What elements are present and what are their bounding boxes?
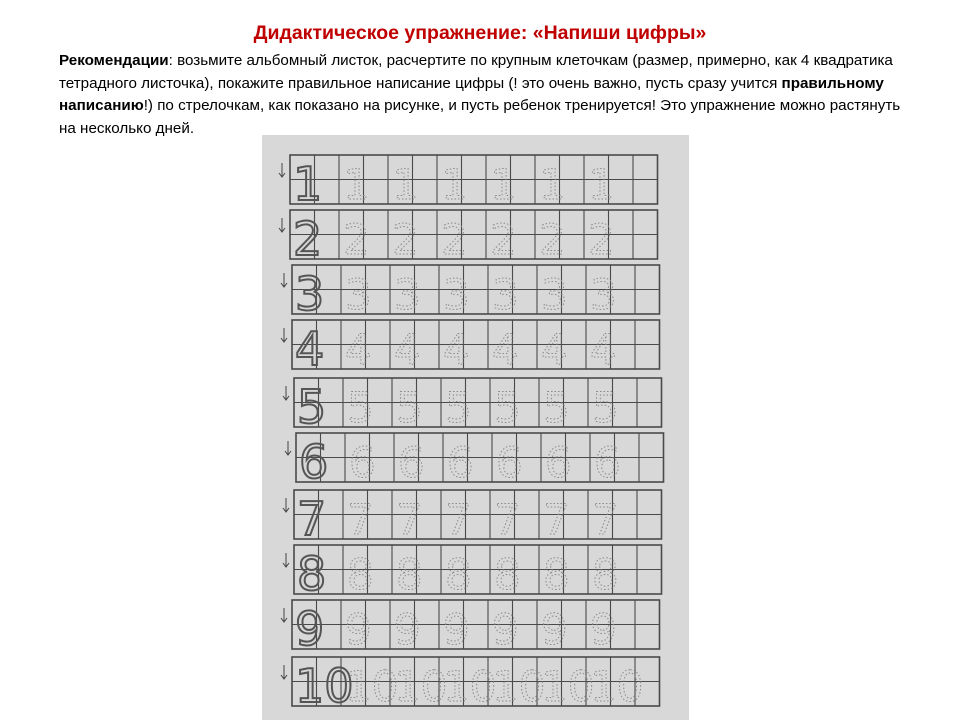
dotted-digit: 2 [343, 215, 370, 264]
sample-digit: 9 [295, 602, 325, 656]
dotted-digit: 6 [496, 438, 523, 487]
dotted-digit: 3 [345, 270, 372, 319]
dotted-digit: 1 [343, 160, 370, 209]
direction-arrow [283, 498, 289, 512]
dotted-digit: 1 [392, 160, 419, 209]
direction-arrow [281, 273, 287, 287]
recommendations-part-2: !) по стрелочкам, как показано на рисунке, и пусть ребенок тренируется! Это упражнение можно растянуть на несколько дней. [59, 97, 901, 137]
dotted-digit: 10 [345, 662, 399, 711]
dotted-digit: 10 [443, 662, 497, 711]
dotted-digit: 4 [443, 325, 470, 374]
recommendations-emphasis: правильному написанию [59, 74, 884, 114]
direction-arrow [281, 665, 287, 679]
dotted-digit: 7 [543, 495, 570, 544]
dotted-digit: 8 [347, 550, 374, 599]
direction-arrow [281, 328, 287, 342]
dotted-digit: 10 [590, 662, 644, 711]
dotted-digit: 9 [492, 605, 519, 654]
sample-digit: 5 [297, 380, 327, 434]
dotted-digit: 8 [445, 550, 472, 599]
dotted-digit: 6 [447, 438, 474, 487]
dotted-digit: 9 [443, 605, 470, 654]
direction-arrow [279, 218, 285, 232]
dotted-digit: 7 [396, 495, 423, 544]
sample-digit: 1 [293, 157, 323, 211]
dotted-digit: 8 [543, 550, 570, 599]
dotted-digit: 7 [494, 495, 521, 544]
recommendations-part-1: : возьмите альбомный листок, расчертите по крупным клеточкам (размер, примерно, как 4 квадратика тетрадного листочка), покажите правильное написание цифры (! это очень важно, пусть сразу учится [59, 52, 893, 92]
dotted-digit: 10 [394, 662, 448, 711]
dotted-digit: 4 [345, 325, 372, 374]
worksheet-grid [262, 135, 689, 720]
worksheet-photo [262, 135, 689, 720]
dotted-digit: 8 [494, 550, 521, 599]
dotted-digit: 4 [541, 325, 568, 374]
dotted-digit: 9 [541, 605, 568, 654]
dotted-digit: 1 [539, 160, 566, 209]
sample-digit: 7 [297, 492, 327, 546]
dotted-digit: 3 [541, 270, 568, 319]
sample-digit: 8 [297, 547, 327, 601]
dotted-digit: 7 [347, 495, 374, 544]
slide-title: Дидактическое упражнение: «Напиши цифры» [253, 22, 707, 44]
dotted-digit: 7 [445, 495, 472, 544]
direction-arrow [281, 608, 287, 622]
dotted-digit: 2 [490, 215, 517, 264]
dotted-digit: 10 [492, 662, 546, 711]
dotted-digit: 4 [394, 325, 421, 374]
dotted-digit: 3 [394, 270, 421, 319]
dotted-digit: 3 [590, 270, 617, 319]
recommendations-label: Рекомендации [59, 52, 169, 69]
direction-arrow [285, 441, 291, 455]
dotted-digit: 1 [441, 160, 468, 209]
sample-digit: 6 [299, 435, 329, 489]
direction-arrow [279, 163, 285, 177]
dotted-digit: 5 [445, 383, 472, 432]
dotted-digit: 2 [392, 215, 419, 264]
dotted-digit: 3 [443, 270, 470, 319]
dotted-digit: 10 [541, 662, 595, 711]
dotted-digit: 1 [588, 160, 615, 209]
dotted-digit: 5 [543, 383, 570, 432]
recommendations-text [59, 50, 909, 140]
dotted-digit: 6 [398, 438, 425, 487]
dotted-digit: 5 [592, 383, 619, 432]
sample-digit: 10 [295, 659, 354, 713]
dotted-digit: 9 [590, 605, 617, 654]
dotted-digit: 3 [492, 270, 519, 319]
dotted-digit: 8 [396, 550, 423, 599]
dotted-digit: 6 [545, 438, 572, 487]
dotted-digit: 4 [492, 325, 519, 374]
sample-digit: 4 [295, 322, 325, 376]
dotted-digit: 5 [494, 383, 521, 432]
dotted-digit: 6 [349, 438, 376, 487]
dotted-digit: 8 [592, 550, 619, 599]
dotted-digit: 2 [441, 215, 468, 264]
dotted-digit: 2 [588, 215, 615, 264]
dotted-digit: 6 [594, 438, 621, 487]
dotted-digit: 7 [592, 495, 619, 544]
dotted-digit: 9 [345, 605, 372, 654]
sample-digit: 3 [295, 267, 325, 321]
dotted-digit: 5 [347, 383, 374, 432]
dotted-digit: 2 [539, 215, 566, 264]
sample-digit: 2 [293, 212, 323, 266]
dotted-digit: 4 [590, 325, 617, 374]
dotted-digit: 5 [396, 383, 423, 432]
dotted-digit: 1 [490, 160, 517, 209]
dotted-digit: 9 [394, 605, 421, 654]
direction-arrow [283, 386, 289, 400]
direction-arrow [283, 553, 289, 567]
